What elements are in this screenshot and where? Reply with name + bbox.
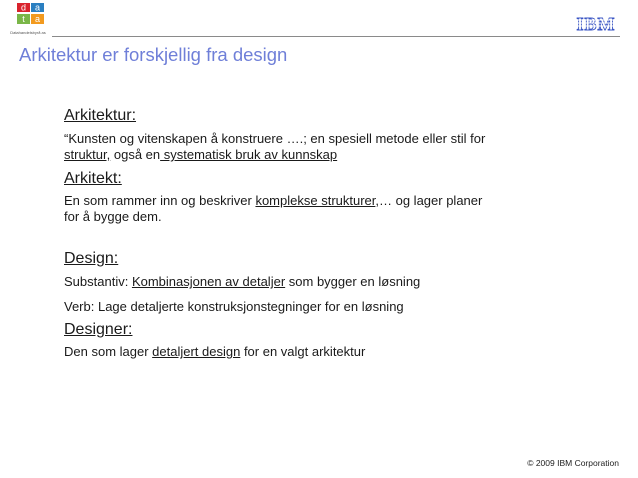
systematisk-bruk-link[interactable]: systematisk bruk av kunnskap xyxy=(160,147,338,162)
designer-definition-line xyxy=(64,344,564,360)
arkitekt-heading: Arkitekt: xyxy=(64,170,122,187)
arkitektur-heading: Arkitektur: xyxy=(64,107,137,124)
substantiv-post: som bygger en løsning xyxy=(285,274,421,289)
arkitekt-post: ,… og lager planer xyxy=(375,193,483,208)
design-substantiv-line xyxy=(64,274,564,290)
copyright-footer: © 2009 IBM Corporation xyxy=(527,458,619,468)
logo-letter-a2: a xyxy=(34,14,41,24)
header-divider xyxy=(52,36,620,37)
arkitekt-definition-line1 xyxy=(64,193,564,209)
ibm-logo-text: IBM xyxy=(576,14,616,34)
kombinasjonen-link[interactable]: Kombinasjonen av detaljer xyxy=(131,274,286,289)
logo-letter-d: d xyxy=(20,2,27,13)
logo-letter-a1: a xyxy=(34,2,41,13)
arkitektur-definition-line1: “Kunsten og vitenskapen å konstruere ….; en spesiell metode eller stil for xyxy=(64,131,486,146)
designer-post: for en valgt arkitektur xyxy=(240,344,366,359)
ibm-logo xyxy=(572,14,620,34)
arkitektur-line2-mid: også en xyxy=(110,147,161,162)
detaljert-design-link[interactable]: detaljert design xyxy=(152,344,241,359)
substantiv-pre: Substantiv: xyxy=(64,274,132,289)
logo-tagline: Datahandelsbyrå as xyxy=(10,30,46,35)
arkitektur-definition-line2 xyxy=(64,147,564,163)
designer-heading: Designer: xyxy=(64,321,133,338)
arkitekt-pre: En som rammer inn og beskriver xyxy=(64,193,256,208)
design-verb-line: Verb: Lage detaljerte konstruksjonstegninger for en løsning xyxy=(64,299,404,314)
designer-pre: Den som lager xyxy=(64,344,153,359)
data-logo xyxy=(4,2,48,40)
logo-letter-t: t xyxy=(22,14,25,24)
slide-content xyxy=(64,106,564,360)
struktur-link[interactable]: struktur, xyxy=(64,147,111,162)
komplekse-strukturer-link[interactable]: komplekse strukturer xyxy=(255,193,376,208)
arkitekt-definition-line2: for å bygge dem. xyxy=(64,209,162,224)
design-heading: Design: xyxy=(64,250,119,267)
slide-title: Arkitektur er forskjellig fra design xyxy=(19,44,288,65)
